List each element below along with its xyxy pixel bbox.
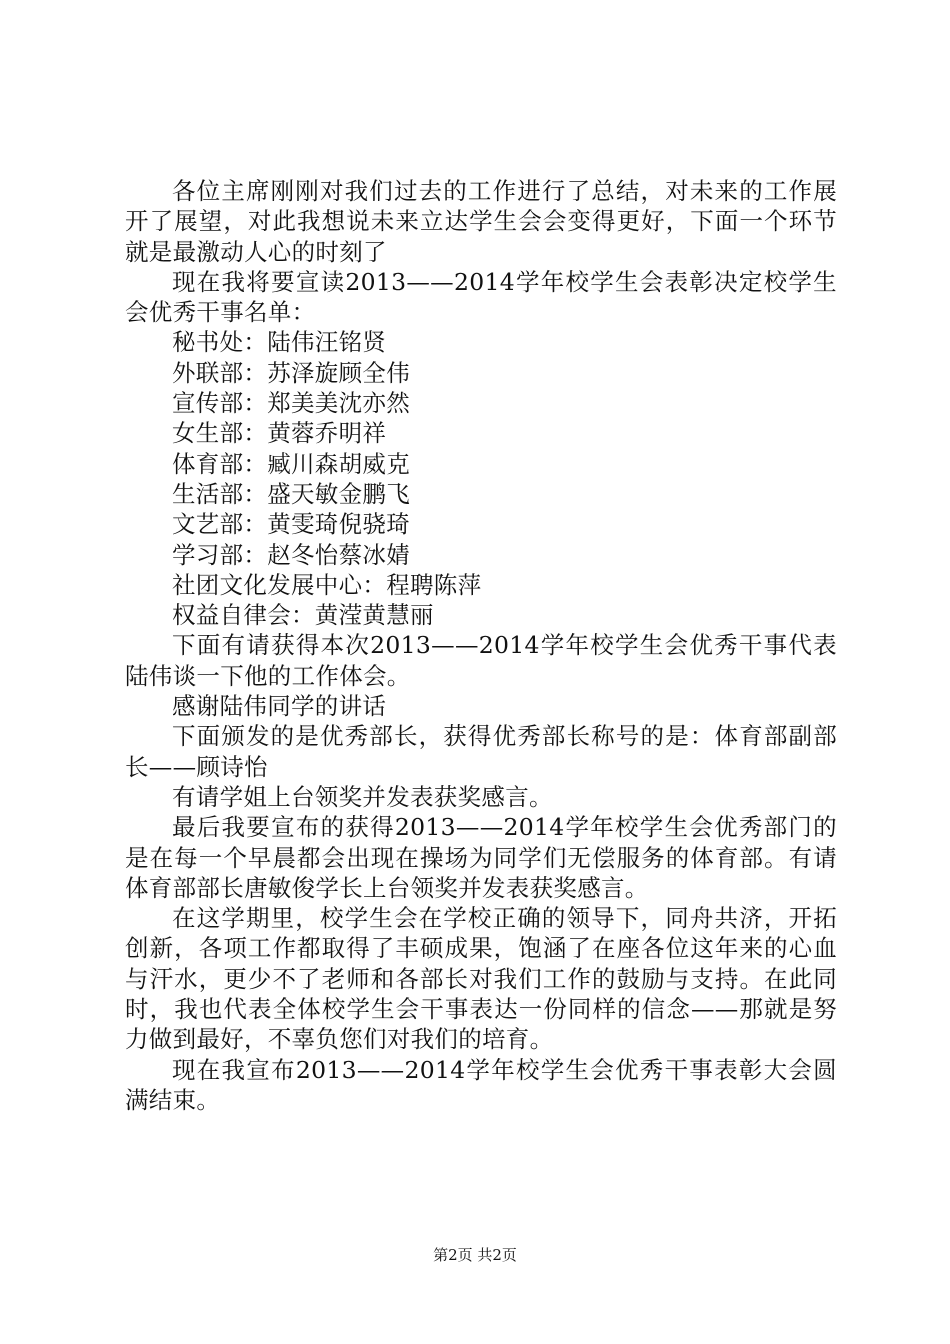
paragraph-best-department: 最后我要宣布的获得2013——2014学年校学生会优秀部门的是在每一个早晨都会出现在操场为同学们无偿服务的体育部。有请体育部部长唐敏俊学长上台领奖并发表获奖感言。 <box>125 813 837 902</box>
paragraph-best-minister: 下面颁发的是优秀部长，获得优秀部长称号的是：体育部副部长——顾诗怡 <box>125 722 837 781</box>
paragraph-announcement: 现在我将要宣读2013——2014学年校学生会表彰决定校学生会优秀干事名单： <box>125 267 837 327</box>
list-item-publicity: 宣传部：郑美美沈亦然 <box>172 389 410 418</box>
list-item-club-center: 社团文化发展中心：程聘陈萍 <box>172 570 482 599</box>
list-item-life: 生活部：盛天敏金鹏飞 <box>172 479 410 508</box>
list-item-secretariat: 秘书处：陆伟汪铭贤 <box>172 328 387 357</box>
list-item-external-affairs: 外联部：苏泽旋顾全伟 <box>172 358 410 387</box>
page-footer <box>0 1245 950 1265</box>
list-item-rights-council: 权益自律会：黄滢黄慧丽 <box>172 601 434 630</box>
paragraph-closing: 现在我宣布2013——2014学年校学生会优秀干事表彰大会圆满结束。 <box>125 1055 837 1114</box>
paragraph-invite-speech: 有请学姐上台领奖并发表获奖感言。 <box>172 782 553 811</box>
page-number-label: 第2页 共2页 <box>433 1246 517 1264</box>
document-body <box>125 176 837 1115</box>
paragraph-representative: 下面有请获得本次2013——2014学年校学生会优秀干事代表陆伟谈一下他的工作体会。 <box>125 631 837 690</box>
list-item-arts: 文艺部：黄雯琦倪骁琦 <box>172 510 410 539</box>
list-item-sports: 体育部：臧川森胡威克 <box>172 449 410 478</box>
paragraph-intro: 各位主席刚刚对我们过去的工作进行了总结，对未来的工作展开了展望，对此我想说未来立达学生会会变得更好，下面一个环节就是最激动人心的时刻了 <box>125 177 837 266</box>
list-item-study: 学习部：赵冬怡蔡冰婧 <box>172 540 410 569</box>
list-item-female-students: 女生部：黄蓉乔明祥 <box>172 419 387 448</box>
paragraph-thanks: 感谢陆伟同学的讲话 <box>172 692 387 721</box>
paragraph-summary: 在这学期里，校学生会在学校正确的领导下，同舟共济，开拓创新，各项工作都取得了丰硕成果，饱涵了在座各位这年来的心血与汗水，更少不了老师和各部长对我们工作的鼓励与支持。在此同时，我也代表全体校学生会干事表达一份同样的信念——那就是努力做到最好，不辜负您们对我们的培育。 <box>125 904 837 1054</box>
